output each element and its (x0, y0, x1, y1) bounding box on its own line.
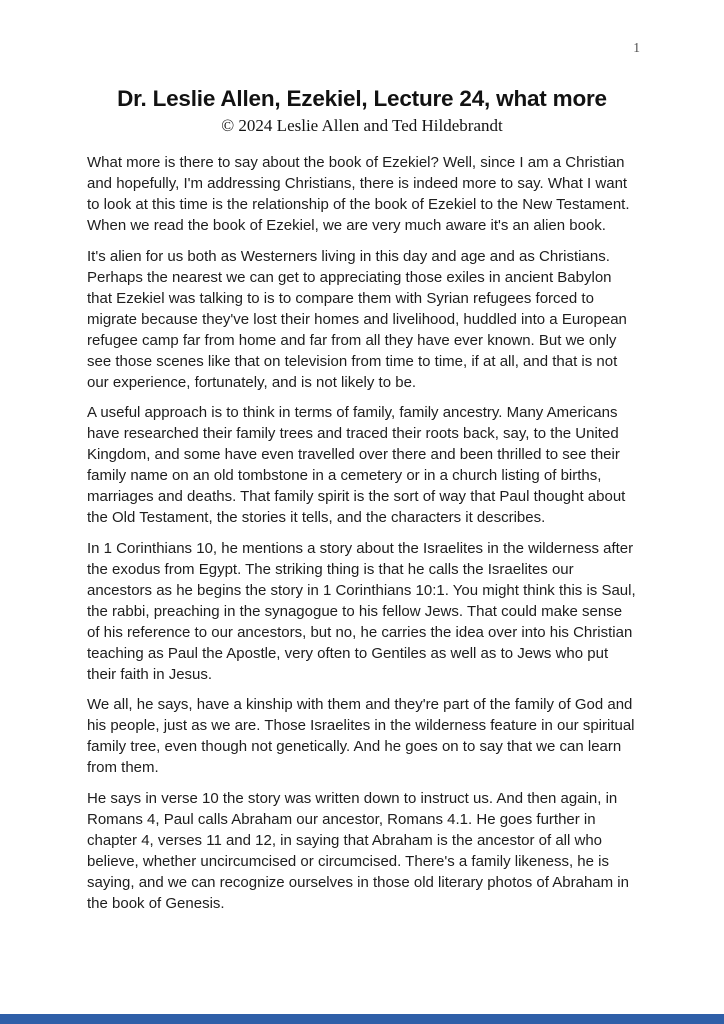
body-paragraph-6: He says in verse 10 the story was written down to instruct us. And then again, in Romans 4, Paul calls Abraham our ancestor, Romans 4.1. He goes further in chapter 4, verses 11 and 12, in saying that Abraham is the ancestor of all who believe, whether uncircumcised or circumcised. There's a family likeness, he is saying, and we can recognize ourselves in those old literary photos of Abraham in the book of Genesis. (87, 789, 629, 912)
body-paragraph-5: We all, he says, have a kinship with them and they're part of the family of God and his people, just as we are. Those Israelites in the wilderness feature in our spiritual family tree, even though not genetically. And he goes on to say that we can learn from them. (87, 696, 635, 776)
document-body (87, 152, 638, 914)
page-number: 1 (633, 40, 640, 55)
page-title: Dr. Leslie Allen, Ezekiel, Lecture 24, what more (117, 86, 607, 111)
body-paragraph-2: It's alien for us both as Westerners living in this day and age and as Christians. Perhaps the nearest we can get to appreciating those exiles in ancient Babylon that Ezekiel was talking to is to compare them with Syrian refugees forced to migrate because they've lost their homes and livelihood, huddled into a European refugee camp far from home and far from all they have ever known. But we only see those scenes like that on television from time to time, if at all, and that is not our experience, fortunately, and is not likely to be. (87, 247, 627, 391)
title-block (0, 0, 724, 137)
copyright-line: © 2024 Leslie Allen and Ted Hildebrandt (221, 116, 503, 135)
body-paragraph-1: What more is there to say about the book of Ezekiel? Well, since I am a Christian and hopefully, I'm addressing Christians, there is indeed more to say. What I want to look at this time is the relationship of the book of Ezekiel to the New Testament. When we read the book of Ezekiel, we are very much aware it's an alien book. (87, 154, 630, 234)
body-paragraph-4: In 1 Corinthians 10, he mentions a story about the Israelites in the wilderness after the exodus from Egypt. The striking thing is that he calls the Israelites our ancestors as he begins the story in 1 Corinthians 10:1. You might think this is Saul, the rabbi, preaching in the synagogue to his fellow Jews. That could make sense of his reference to our ancestors, but no, he carries the idea over into his Christian teaching as Paul the Apostle, very often to Gentiles as well as to Jews who put their faith in Jesus. (87, 539, 636, 683)
footer-accent-bar (0, 1014, 724, 1024)
body-paragraph-3: A useful approach is to think in terms of family, family ancestry. Many Americans have researched their family trees and traced their roots back, say, to the United Kingdom, and some have even travelled over there and been thrilled to see their family name on an old tombstone in a cemetery or in a church listing of births, marriages and deaths. That family spirit is the sort of way that Paul thought about the Old Testament, the stories it tells, and the characters it describes. (87, 404, 626, 526)
